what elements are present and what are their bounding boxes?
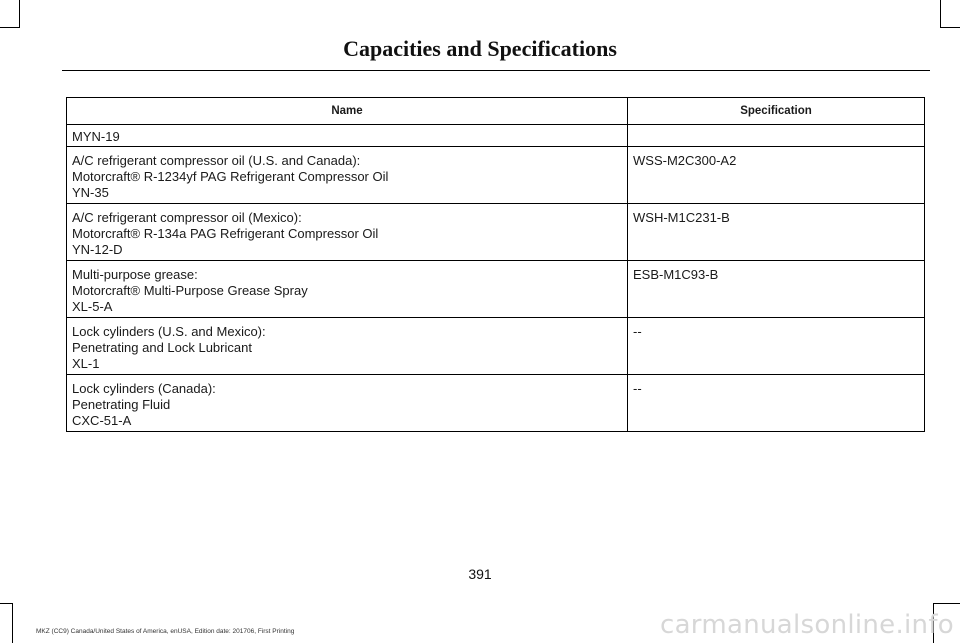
crop-mark-top-right-horizontal: [940, 27, 960, 28]
name-line: YN-35: [72, 185, 109, 200]
column-header-name: Name: [67, 98, 628, 125]
name-line: MYN-19: [72, 129, 120, 144]
name-line: Motorcraft® Multi-Purpose Grease Spray: [72, 283, 308, 298]
table-row: [67, 147, 925, 204]
page-number: 391: [468, 566, 492, 582]
name-cell: [67, 147, 628, 204]
name-line: Lock cylinders (U.S. and Mexico):: [72, 324, 266, 339]
name-line: A/C refrigerant compressor oil (U.S. and Canada):: [72, 153, 361, 168]
column-header-specification: Specification: [628, 98, 925, 125]
crop-mark-top-right-vertical: [940, 0, 941, 28]
spec-cell: [628, 125, 925, 147]
table-row: [67, 204, 925, 261]
specification-table: [66, 97, 925, 432]
crop-mark-bottom-left-vertical: [12, 603, 13, 643]
name-line: XL-1: [72, 356, 100, 371]
name-line: Motorcraft® R-134a PAG Refrigerant Compressor Oil: [72, 226, 379, 241]
table-row: [67, 318, 925, 375]
name-line: Penetrating and Lock Lubricant: [72, 340, 252, 355]
title-divider: [62, 70, 930, 71]
name-cell: [67, 375, 628, 432]
table-row: [67, 125, 925, 147]
name-cell: [67, 125, 628, 147]
page-title: Capacities and Specifications: [343, 36, 617, 61]
crop-mark-top-left-horizontal: [0, 27, 20, 28]
name-line: Motorcraft® R-1234yf PAG Refrigerant Compressor Oil: [72, 169, 389, 184]
name-line: YN-12-D: [72, 242, 123, 257]
table-row: [67, 375, 925, 432]
name-line: A/C refrigerant compressor oil (Mexico):: [72, 210, 302, 225]
spec-cell: ESB-M1C93-B: [628, 261, 925, 318]
watermark-text[interactable]: carmanualsonline.info: [659, 610, 954, 640]
spec-cell: --: [628, 375, 925, 432]
name-cell: [67, 204, 628, 261]
name-line: Lock cylinders (Canada):: [72, 381, 216, 396]
spec-cell: WSH-M1C231-B: [628, 204, 925, 261]
crop-mark-top-left-vertical: [19, 0, 20, 28]
name-cell: [67, 318, 628, 375]
name-line: Multi-purpose grease:: [72, 267, 198, 282]
crop-mark-bottom-right-horizontal: [933, 603, 960, 604]
name-line: CXC-51-A: [72, 413, 132, 428]
crop-mark-bottom-left-horizontal: [0, 603, 13, 604]
edition-footer: MKZ (CC9) Canada/United States of America, enUSA, Edition date: 201706, First Printing: [36, 628, 295, 635]
name-cell: [67, 261, 628, 318]
spec-cell: WSS-M2C300-A2: [628, 147, 925, 204]
name-line: Penetrating Fluid: [72, 397, 171, 412]
spec-cell: --: [628, 318, 925, 375]
name-line: XL-5-A: [72, 299, 113, 314]
table-row: [67, 261, 925, 318]
table-header-row: [67, 98, 925, 125]
